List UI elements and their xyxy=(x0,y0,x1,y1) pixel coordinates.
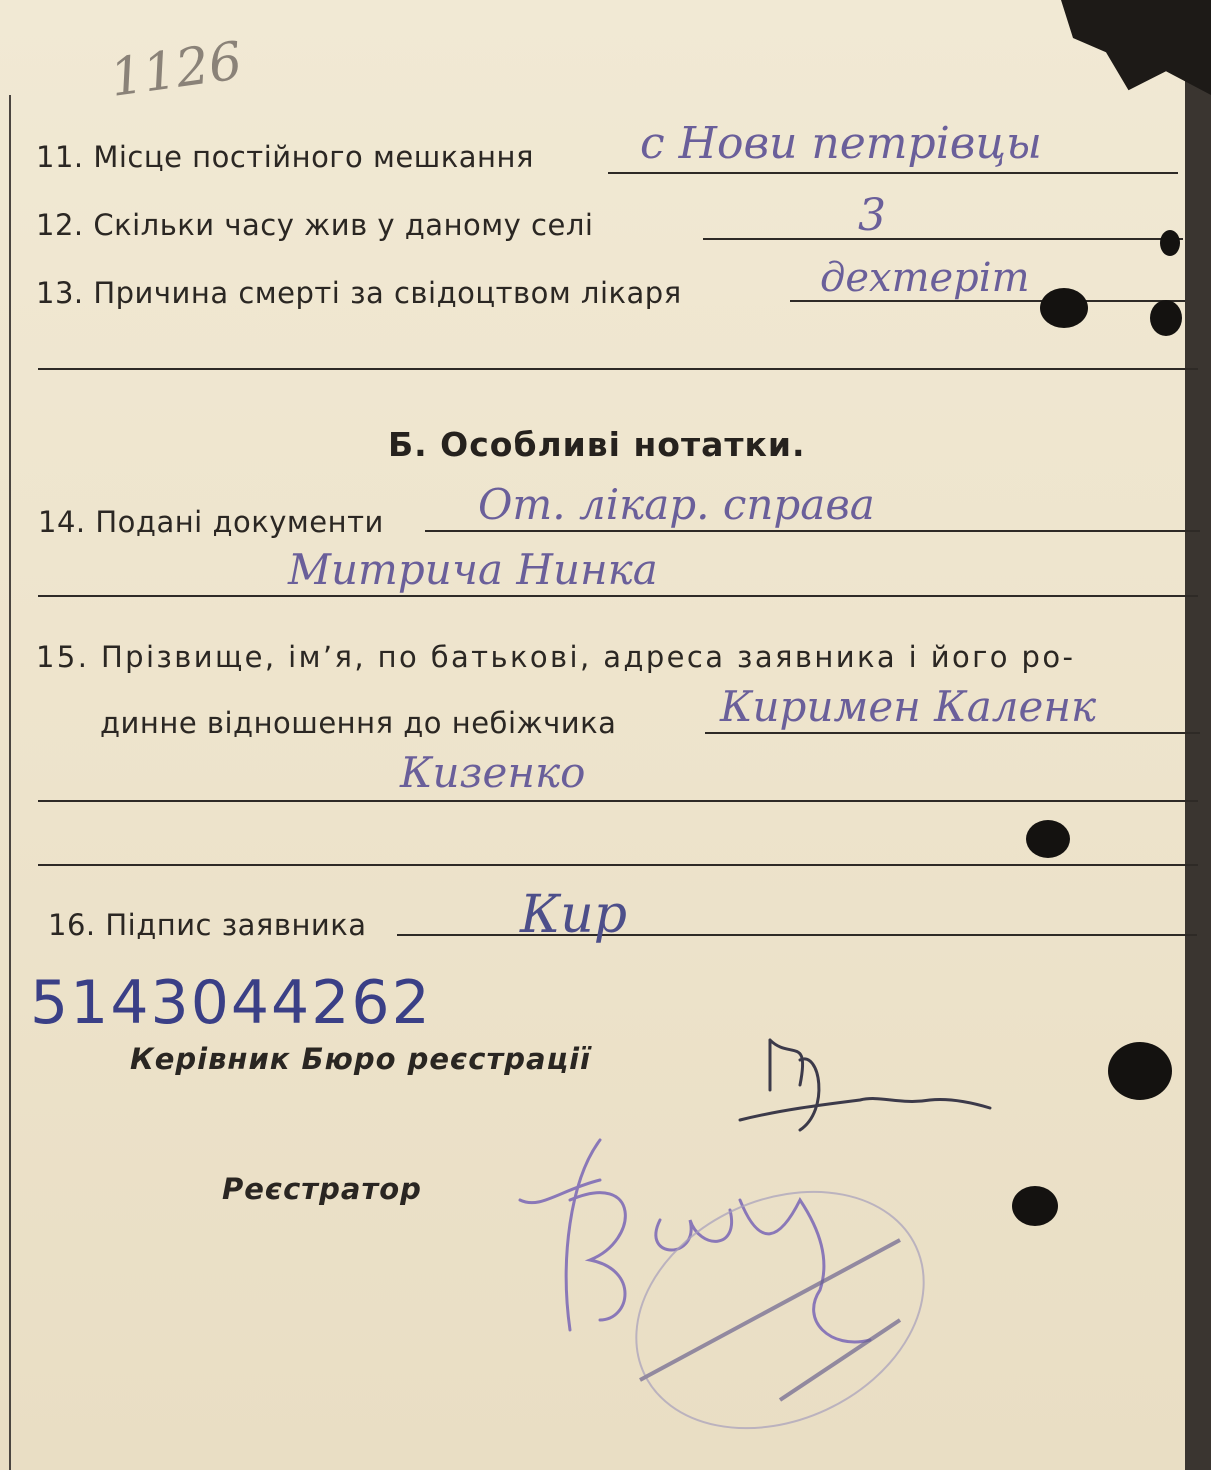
field-15-label-line1: 15. Прізвище, ім’я, по батькові, адреса заявника і його ро- xyxy=(36,640,1076,674)
field-11-value: с Нови петрівцы xyxy=(640,118,1042,169)
field-15-label-line2: динне відношення до небіжчика xyxy=(100,706,617,740)
registrar-label: Реєстратор xyxy=(222,1172,422,1206)
field-15-value-line1: Киримен Каленк xyxy=(720,682,1097,731)
ink-blot xyxy=(1160,230,1180,256)
ink-blot xyxy=(1026,820,1070,858)
section-b-heading: Б. Особливі нотатки. xyxy=(388,425,806,464)
field-12-value: 3 xyxy=(858,190,886,241)
field-14-label: 14. Подані документи xyxy=(38,505,384,539)
field-16-label: 16. Підпис заявника xyxy=(48,908,367,942)
field-16-signature: Кир xyxy=(520,885,628,945)
registrar-signature xyxy=(520,1140,870,1342)
head-signature xyxy=(740,1040,990,1130)
field-15-value-line2: Кизенко xyxy=(400,748,586,797)
ink-blot xyxy=(1150,300,1182,336)
ink-blot xyxy=(1012,1186,1058,1226)
field-13-value: дехтеріт xyxy=(820,255,1030,301)
registry-number: 5143044262 xyxy=(30,968,432,1038)
ink-blot xyxy=(1040,288,1088,328)
archive-number: 1126 xyxy=(106,31,246,109)
ink-blot xyxy=(1108,1042,1172,1100)
stamp xyxy=(598,1147,963,1470)
field-14-value-line2: Митрича Нинка xyxy=(288,545,658,594)
field-14-value-line1: От. лікар. справа xyxy=(478,480,875,529)
field-13-label: 13. Причина смерті за свідоцтвом лікаря xyxy=(36,276,682,310)
field-12-label: 12. Скільки часу жив у даному селі xyxy=(36,208,594,242)
field-11-label: 11. Місце постійного мешкання xyxy=(36,140,534,174)
head-of-bureau-label: Керівник Бюро реєстрації xyxy=(130,1042,591,1076)
